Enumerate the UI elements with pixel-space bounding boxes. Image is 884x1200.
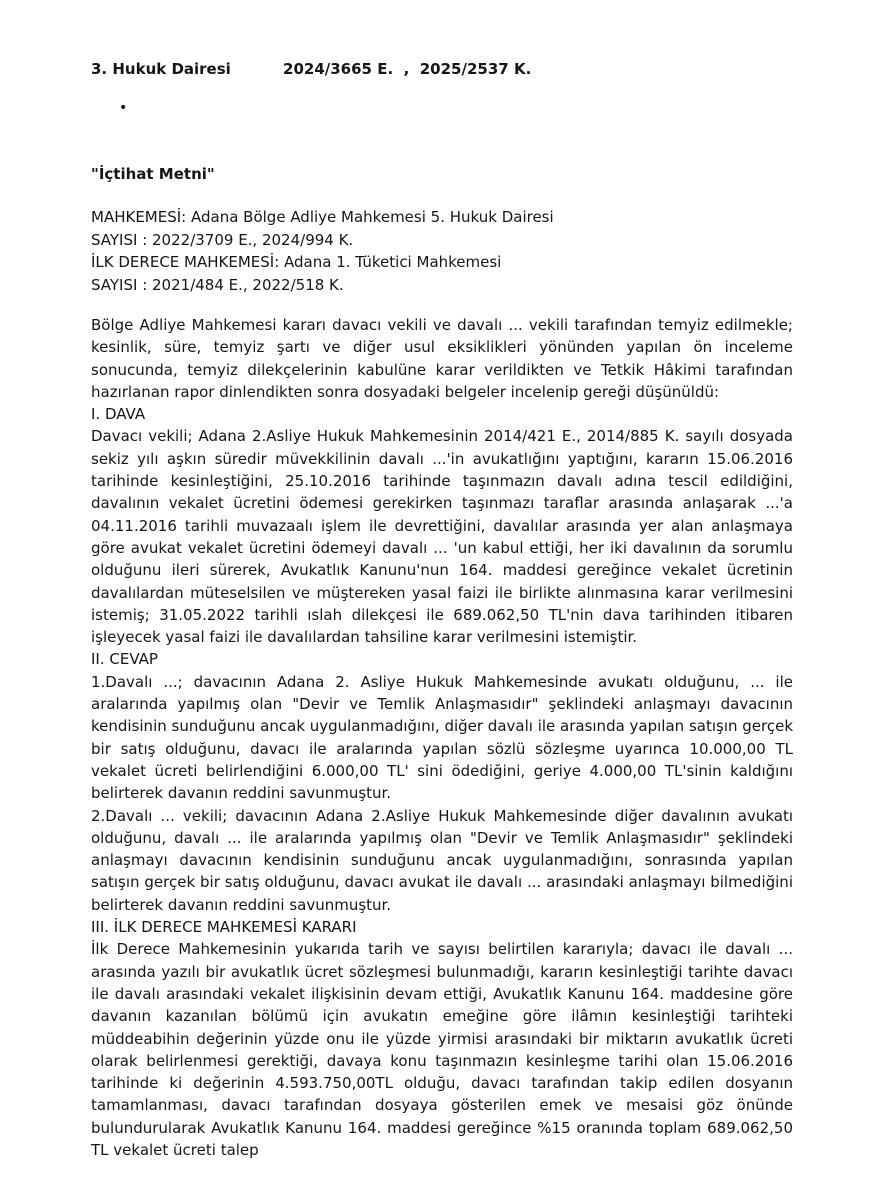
intro-paragraph: Bölge Adliye Mahkemesi kararı davacı vekili ve davalı ... vekili tarafından temyiz edilmekle; kesinlik, süre, temyiz şartı ve diğer usul eksiklikleri yönünden yapılan ön inceleme sonucunda, temyiz dilekçelerinin kabulüne karar verildikten ve Tetkik Hâkimi tarafından hazırlanan rapor dinlendikten sonra dosyadaki belgeler incelenip gereği düşünüldü: (91, 316, 793, 401)
bullet-point: • (119, 100, 128, 116)
case-header: 3. Hukuk Dairesi 2024/3665 E. , 2025/2537 K. (91, 60, 532, 78)
court-line: MAHKEMESİ: Adana Bölge Adliye Mahkemesi 5. Hukuk Dairesi (91, 208, 554, 226)
court-number-line: SAYISI : 2022/3709 E., 2024/994 K. (91, 230, 354, 249)
document-body (91, 314, 793, 1161)
section-heading-ilk-derece: III. İLK DERECE MAHKEMESİ KARARI (91, 918, 357, 937)
section-heading-dava: I. DAVA (91, 405, 146, 424)
document-title: "İçtihat Metni" (91, 165, 215, 183)
ilk-derece-paragraph: İlk Derece Mahkemesinin yukarıda tarih ve sayısı belirtilen kararıyla; davacı ile davalı ... arasında yazılı bir avukatlık ücret sözleşmesi bulunmadığı, kararın kesinleştiği tarihte davacı ile davalı arasındaki vekalet ilişkisinin devam ettiği, Avukatlık Kanunu 164. maddesine göre davanın kazanılan bölümü için avukatın emeğine göre ilâmın kesinleştiği tarihteki müddeabihin değerinin yüzde onu ile yüzde yirmisi arasındaki bir miktarın avukatlık ücreti olarak belirlenmesi gerektiği, davaya konu taşınmazın kesinleşme tarihi olan 15.06.2016 tarihinde ki değerinin 4.593.750,00TL olduğu, davacı tarafından takip edilen dosyanın tamamlanması, davacı tarafından dosyaya gösterilen emek ve mesaisi göz önünde bulundurularak Avukatlık Kanunu 164. maddesi gereğince %15 oranında toplam 689.062,50 TL vekalet ücreti talep (91, 940, 793, 1159)
first-instance-court-line: İLK DERECE MAHKEMESİ: Adana 1. Tüketici Mahkemesi (91, 253, 502, 271)
section-heading-cevap: II. CEVAP (91, 650, 158, 669)
dava-paragraph: Davacı vekili; Adana 2.Asliye Hukuk Mahkemesinin 2014/421 E., 2014/885 K. sayılı dosyada sekiz yılı aşkın süredir müvekkilinin davalı ...'in avukatlığını yaptığını, kararın 15.06.2016 tarihinde kesinleştiğini, 25.10.2016 tarihinde taşınmazın davalı adına tescil edildiğini, davalının vekalet ücretini ödemesi gerekirken taşınmazı taraflar arasında anlaşarak ...'a 04.11.2016 tarihli muvazaalı işlem ile devrettiğini, davalılar arasında yer alan anlaşmaya göre avukat vekalet ücretini ödemeyi davalı ... 'un kabul ettiği, her iki davalının da sorumlu olduğunu ileri sürerek, Avukatlık Kanunu'nun 164. maddesi gereğince vekalet ücretinin davalılardan müteselsilen ve müştereken yasal faizi ile birlikte alınmasına karar verilmesini istemiş; 31.05.2022 tarihli ıslah dilekçesi ile 689.062,50 TL'nin dava tarihinden itibaren işleyecek yasal faizi ile davalılardan tahsiline karar verilmesini istemiştir. (91, 427, 793, 647)
cevap-paragraph-2: 2.Davalı ... vekili; davacının Adana 2.Asliye Hukuk Mahkemesinde diğer davalının avukatı olduğunu, davalı ... ile aralarında yapılmış olan "Devir ve Temlik Anlaşmasıdır" şeklindeki anlaşmayı davacının kendisinin sunduğunu ancak uygulanmadığını, sonrasında yapılan satışın gerçek bir satış olduğunu, davacı avukat ile davalı ... arasındaki anlaşmayı bilmediğini belirterek davanın reddini savunmuştur. (91, 806, 793, 914)
court-info (91, 206, 554, 296)
first-instance-number-line: SAYISI : 2021/484 E., 2022/518 K. (91, 275, 344, 294)
cevap-paragraph-1: 1.Davalı ...; davacının Adana 2. Asliye Hukuk Mahkemesinde avukatı olduğunu, ... ile aralarında yapılmış olan "Devir ve Temlik Anlaşmasıdır" şeklindeki anlaşmayı davacının kendisinin sunduğunu ancak uygulanmadığını, diğer davalı ile arasında yapılan satışın gerçek bir satış olduğunu, davacı ile aralarında yapılan sözlü sözleşme uyarınca 10.000,00 TL vekalet ücreti belirlendiğini 6.000,00 TL' sini ödediğini, geriye 4.000,00 TL'sinin kaldığını belirterek davanın reddini savunmuştur. (91, 672, 794, 803)
